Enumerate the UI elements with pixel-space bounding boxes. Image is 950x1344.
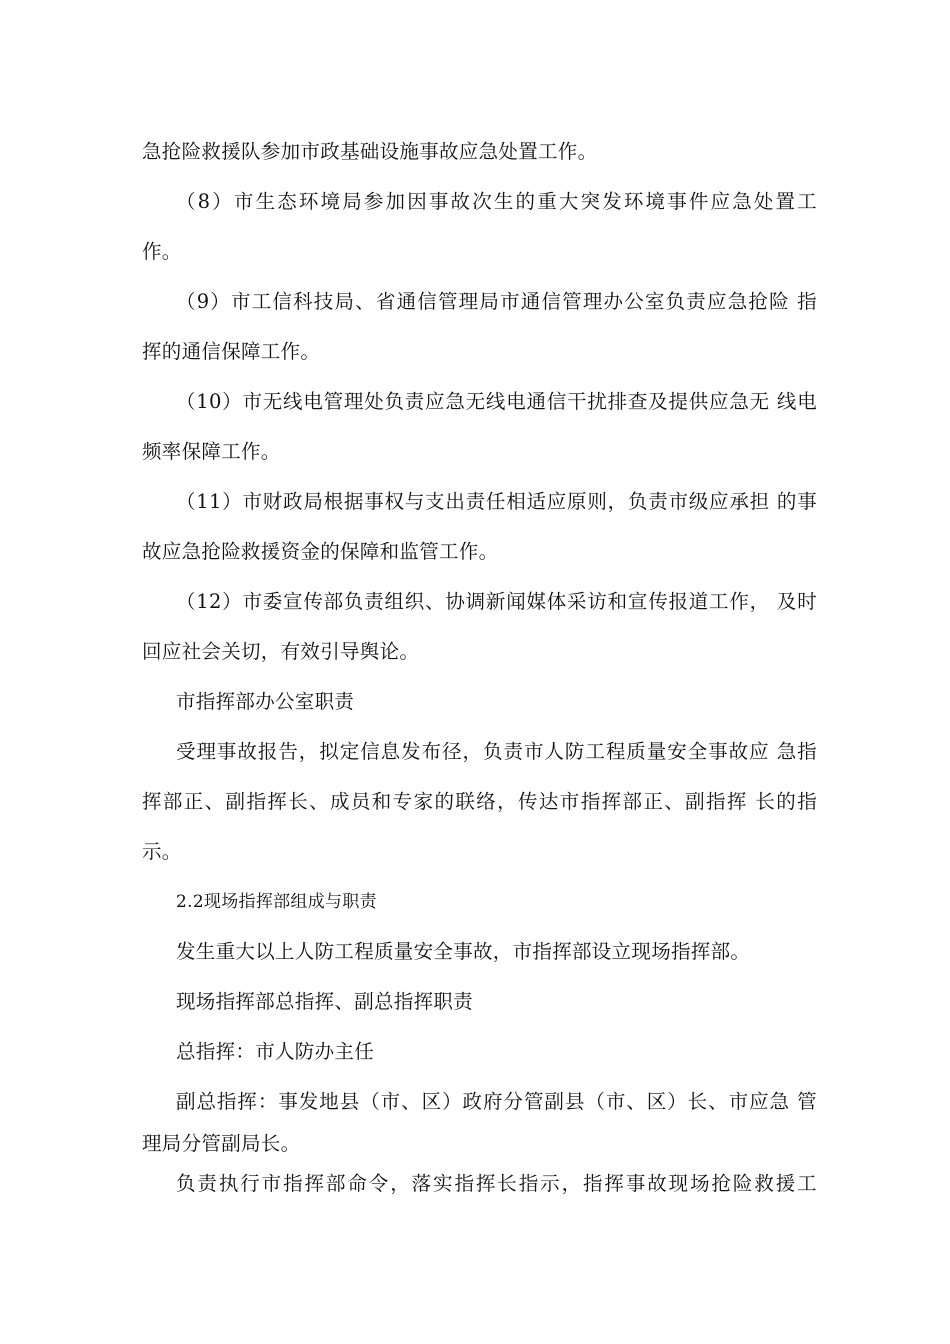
text-line: 作。 <box>142 240 182 263</box>
section-heading: 2.2现场指挥部组成与职责 <box>176 892 377 912</box>
text-line: 挥部正、副指挥长、成员和专家的联络，传达市指挥部正、副指挥 长的指 <box>142 790 817 813</box>
section-heading: 市指挥部办公室职责 <box>176 690 355 713</box>
text-line: 故应急抢险救援资金的保障和监管工作。 <box>142 540 499 563</box>
text-line: 负责执行市指挥部命令，落实指挥长指示，指挥事故现场抢险救援工 <box>176 1172 817 1195</box>
text-line: 挥的通信保障工作。 <box>142 340 321 363</box>
text-line: （9）市工信科技局、省通信管理局市通信管理办公室负责应急抢险 指 <box>176 290 817 313</box>
text-line: 频率保障工作。 <box>142 440 281 463</box>
text-line: 理局分管副局长。 <box>142 1132 301 1155</box>
text-line: 副总指挥：事发地县（市、区）政府分管副县（市、区）长、市应急 管 <box>176 1090 817 1113</box>
text-line: （11）市财政局根据事权与支出责任相适应原则，负责市级应承担 的事 <box>176 490 817 513</box>
text-line: 总指挥：市人防办主任 <box>176 1040 375 1063</box>
text-line: （10）市无线电管理处负责应急无线电通信干扰排查及提供应急无 线电 <box>176 390 817 413</box>
text-line: （8）市生态环境局参加因事故次生的重大突发环境事件应急处置工 <box>176 190 817 213</box>
text-line: 急抢险救援队参加市政基础设施事故应急处置工作。 <box>142 140 598 163</box>
text-line: 受理事故报告，拟定信息发布径，负责市人防工程质量安全事故应 急指 <box>176 740 817 763</box>
text-line: 示。 <box>142 840 182 863</box>
text-line: （12）市委宣传部负责组织、协调新闻媒体采访和宣传报道工作， 及时 <box>176 590 817 613</box>
text-line: 回应社会关切，有效引导舆论。 <box>142 640 420 663</box>
section-heading: 现场指挥部总指挥、副总指挥职责 <box>176 990 474 1013</box>
text-line: 发生重大以上人防工程质量安全事故，市指挥部设立现场指挥部。 <box>176 940 751 963</box>
